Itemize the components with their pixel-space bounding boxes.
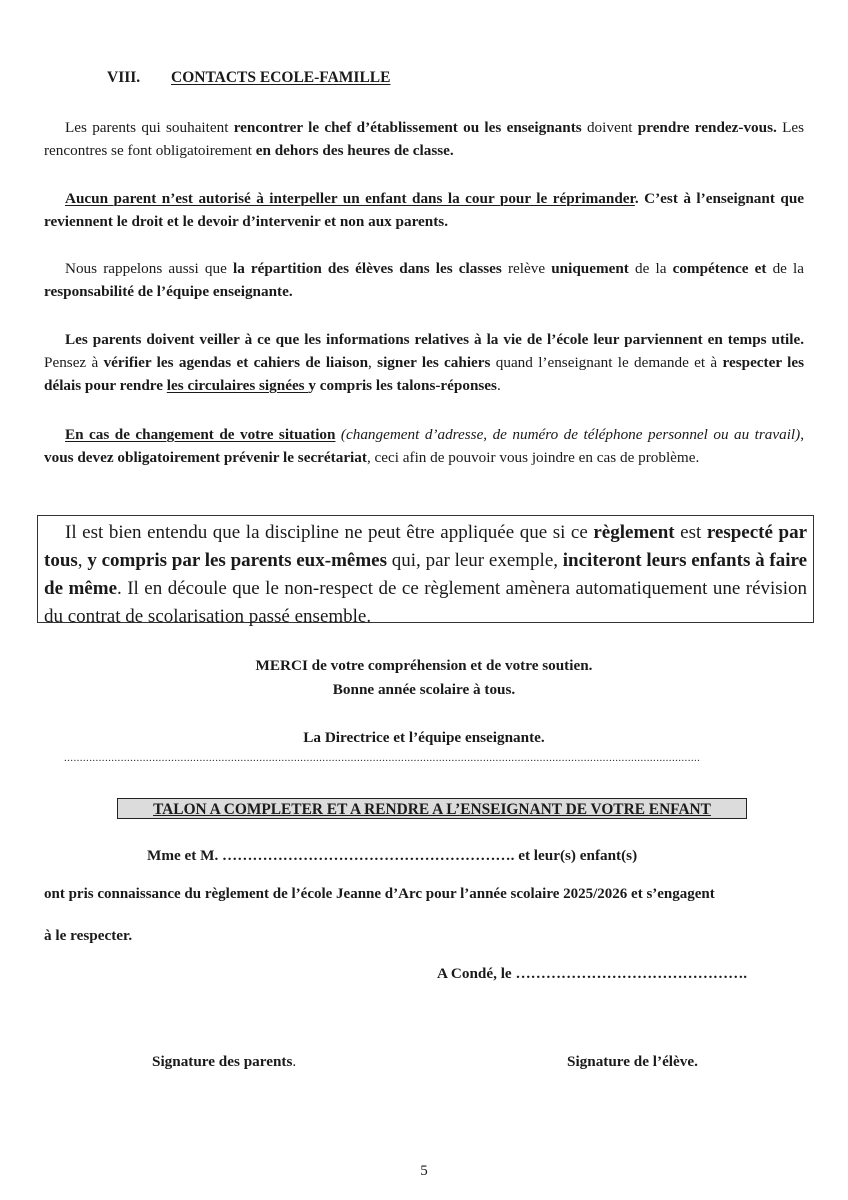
talon-names-field: Mme et M. …………………………………………………. et leur(s) enfant(s) xyxy=(147,847,638,864)
paragraph-no-intervention: Aucun parent n’est autorisé à interpeller un enfant dans la cour pour le réprimander. C’est à l’enseignant que reviennent le droit et le devoir d’intervenir et non aux parents. xyxy=(44,190,805,230)
section-number: VIII. xyxy=(107,69,141,86)
discipline-notice-box: Il est bien entendu que la discipline ne peut être appliquée que si ce règlement est respecté par tous, y compris par les parents eux-mêmes qui, par leur exemple, inciteront leurs enfants à faire de même. Il en découle que le non-respect de ce règlement amènera automatiquement une révision du contrat de scolarisation passé ensemble. xyxy=(37,515,814,623)
closing-wishes: Bonne année scolaire à tous. xyxy=(332,681,516,698)
signature-parents: Signature des parents. xyxy=(152,1053,297,1070)
closing-signoff: La Directrice et l’équipe enseignante. xyxy=(303,729,545,746)
section-title: CONTACTS ECOLE-FAMILLE xyxy=(171,69,391,86)
paragraph-information: Les parents doivent veiller à ce que les informations relatives à la vie de l’école leur parviennent en temps utile. Pensez à vérifier les agendas et cahiers de liaison, signer les cahiers quand l’enseignant le demande et à respecter les délais pour rendre les circulaires signées y compris les talons-réponses. xyxy=(44,331,805,394)
paragraph-change-situation: En cas de changement de votre situation (changement d’adresse, de numéro de téléphone personnel ou au travail), vous devez obligatoirement prévenir le secrétariat, ceci afin de pouvoir vous joindre en cas de problème. xyxy=(44,426,805,466)
closing-thanks: MERCI de votre compréhension et de votre soutien. xyxy=(255,657,593,674)
talon-commitment: à le respecter. xyxy=(44,927,133,944)
talon-place-date-field: A Condé, le ………………………………………. xyxy=(437,965,748,982)
paragraph-appointments: Les parents qui souhaitent rencontrer le chef d’établissement ou les enseignants doivent prendre rendez-vous. Les rencontres se font obligatoirement en dehors des heures de classe. xyxy=(44,119,804,159)
talon-acknowledgement: ont pris connaissance du règlement de l’école Jeanne d’Arc pour l’année scolaire 2025/2026 et s’engagent xyxy=(44,886,715,902)
talon-title: TALON A COMPLETER ET A RENDRE A L’ENSEIGNANT DE VOTRE ENFANT xyxy=(117,798,747,819)
cut-line-separator: .......................................................................................................................................................................................................... xyxy=(64,752,701,764)
signature-student: Signature de l’élève. xyxy=(567,1053,698,1070)
section-heading xyxy=(107,69,390,87)
page-number: 5 xyxy=(420,1163,428,1179)
paragraph-class-distribution: Nous rappelons aussi que la répartition des élèves dans les classes relève uniquement de la compétence et de la responsabilité de l’équipe enseignante. xyxy=(44,260,805,300)
